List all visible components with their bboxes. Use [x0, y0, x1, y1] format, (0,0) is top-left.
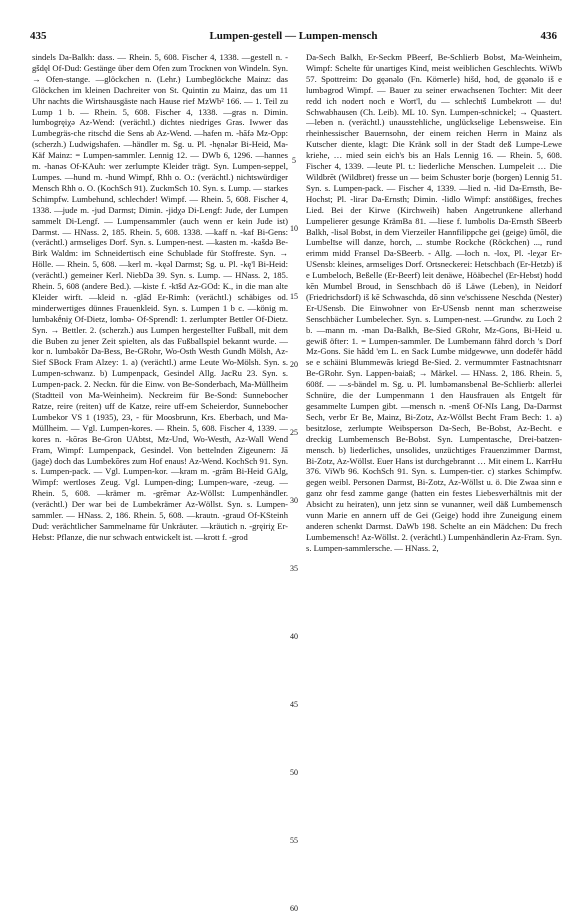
- left-column-text: sindels Da-Balkh: dass. — Rhein. 5, 608. Fischer 4, 1338. —gestell n. -gšdęl Of-Dud: Gestänge über dem Ofen zum Trocknen von Windeln. Syn. → Ofen-stange. —glöckchen n. (Lehr.) Lumbeglöckche Mainz: das Glöckchen im kleinen Dachreiter von St. Quintin zu Mainz, das um 11 Uhr nachts die Wirtshausgäste nach Hause rief MzWb² 166. — 1. Teil zu Lump 1 b. — Rhein. 5, 608. Fischer 4, 1338. —gras n. Dimin. lumbogręiχə Az-Wend: (verächtl.) dichtes niedriges Gras. Iwwer das Lumbegräs-che ritschd die Sens ab Az-Wend. —hafen m. -hāfə Mz-Opp: (scherzh.) Ludwigshafen. —händler m. Sg. u. Pl. -hęnələr Bi-Heid, Ma-Käf Mainz: = Lumpen-sammler. Lennig 12. — DWb 6, 1296. —hannes m. -hanəs Of-KAuh: wer zerlumpte Kleider trägt. Syn. Lumpen-seppel, Lumpes. —hund m. -hund Wimpf, Rhh o. O.: (verächtl.) nichtswürdiger Mensch Rhh o. O. (KochSch 91). ZuckmSch 10. Syn. s. Lump. — starkes Schimpfw. Lumbehund, schlechder! Wimpf. — Rhein. 5, 608. Fischer 4, 1338. —jude m. -jud Darmst; Dimin. -jidχə Di-Lengf: Jude, der Lumpen sammelt Di-Lengf. — Lumpensammler (auch wenn er kein Jude ist) Darmst. — HNass. 2, 185. Rhein. 5, 608. 1338. —kaff n. -kaf Bi-Gens: (verächtl.) armseliges Dorf. Syn. s. Lumpen-nest. —kasten m. -kašdə Be-Birk Waldm: im Schneidertisch eine Schublade für Stoffreste. Syn. → Hölle. — Rhein. 5, 608. —kerl m. -kęəl Darmst; Sg. u. Pl. -kę'l Bi-Heid: (verächtl.) gemeiner Kerl. NiebDa 39. Syn. s. Lump. — HNass. 2, 185. Rhein. 5, 608 (andere Bed.). —kiste f. -kīšd Az-GOd: K., in die man alte Kleider wirft. —kleid n. -glād Er-Rimh: (verächtl.) schäbiges od. minderwertiges dünnes Frauenkleid. Syn. s. Lumpen 1 b c. —könig m. lumbəkḗniχ Of-Dietz, lombə- Of-Sprendl: 1. zerlumpter Bettler Of-Dietz. Syn. → Bettler. 2. (scherzh.) aus Lumpen hergestellter Fußball, mit dem die Buben zu jener Zeit spielten, als das Fußballspiel bekannt wurde. —kor n. lumbəkōr Da-Bess, Be-GRohr, Wo-Osth Westh Gundh Mölsh, Az-Sief SBock Fram Alzey: 1. a) (verächtl.) arme Leute Wo-Mölsh. Syn. s. Lumpen-schwanz. b) Lumpenpack, Gesindel Allg. JacRu 23. Syn. s. Lumpen-pack. 2. Neckn. für die Einw. von Be-Sonderbach, Ma-Müllheim (Stadtteil von Ma-Weinheim). Neckreim für Be-Sond: Sunnebocher Ratze, reire (reiten) uff de Katze, reire uff-em Scheierdor, Sunnebocher Lumbekor VS 1 (1935), 23, - für Moosbrunn, Krs. Eberbach, und Ma-Müllheim. — Vgl. Lumpen-kores. — Rhein. 5, 608. Fischer 4, 1339. —kores n. -kōrəs Be-Gron UAbtst, Mz-Und, Wo-Westh, Az-Wall Wend Fram, Wimpf: Lumpenpack, Gesindel. Von bettelnden Zigeunern: Jā (jage) doch das Lumbekōres zum Hof enaus! Az-Wend. KochSch 91. Syn. s. Lumpen-pack. — Vgl. Lumpen-kor. —kram m. -grām Bi-Heid GAlg, Wimpf: wertloses Zeug. Vgl. Lumpen-ding; Lumpen-ware, -zeug. — Rhein. 5, 608. —krämer m. -grēmər Az-Wöllst: Lumpenhändler. (verächtl.) Der war bei de Lumbekrämer Az-Wöllst. Syn. s. Lumpen-sammler. — HNass. 2, 186. Rhein. 5, 608. —krautn. -graud Of-KSteinh Dud: verächtlicher Sammelname für Unkräuter. —kräutich n. -gręiriχ Er-Hebst: Pflanze, die nur schwach entwickelt ist. —krott f. -grod: [32, 52, 288, 542]
- page-header: [30, 30, 557, 46]
- line-number: 20: [290, 360, 298, 369]
- line-number: 5: [292, 156, 296, 165]
- line-number: 40: [290, 632, 298, 641]
- line-number: 55: [290, 836, 298, 845]
- line-number: 30: [290, 496, 298, 505]
- line-number: 10: [290, 224, 298, 233]
- line-number: 50: [290, 768, 298, 777]
- page-number-left: 435: [30, 30, 47, 42]
- page-number-right: 436: [540, 30, 557, 42]
- line-number-gutter: [287, 52, 301, 913]
- line-number: 25: [290, 428, 298, 437]
- line-number: 35: [290, 564, 298, 573]
- right-column-text: Da-Sech Balkh, Er-Seckm PBeerf, Be-Schlierb Bobst, Ma-Weinheim, Wimpf: Schelte für unartiges Kind, meist weiblichen Geschlechts. WiWb 57. Spottreim: Do gęənəlo (Fn. Körnerle) hišd, hod, de gęənəlo iš e lumbəgrod Wimpf. — Bauer zu seiner erwachsenen Tochter: Mit deer redd ich nodert noch e Wort'l, du — schlechtš Lumbekrott — du! Schwabhausen (Ch. Leib). ML 10. Syn. Lumpen-schnickel; → Quastert. —leben n. (verächtl.) unausstehliche, unglückselige Lebensweise. Ein rheinhessischer Bauernsohn, der einem reichen Herrn in Mainz als Kutscher diente, klagt: Die Kränk soll in der Stadt deß Lumpe-Lewe kriehe, … mied sein eich's bis an Hals Lennig 16. — Rhein. 5, 608. Fischer 4, 1339. —leute Pl. t.: liederliche Menschen. Lumpeleit … Die Wildbrēt (Wildbret) fresse un — beim Schuster borje (borgen) Lennig 51. Syn. s. Lumpen-pack. — Fischer 4, 1339. —lied n. -lid Da-Ernsth, Be-Hochst; Pl. -lirər Da-Ernsth; Dimin. -lidlo Wimpf: anstößiges, freches Lied. Bei der Kirwe (Kirchweih) haben Angetrunkene allerhand Lumpelierer gesunge KrämBa 81. —liese f. lumbolis Da-Ernsth SBeerb Balkh, -lisəl Bobst, in dem Vierzeiler Hannfilippche gei (geige) ūmōl, die Lumbelīse will danze, horch, ... stumbe Rockche (Röckchen) ..., rund erimm midd Fransel Da-SBeerb. - Allg. —loch n. -lox, Pl. -leχər Er-USensb: kleines, armseliges Dorf. Ortsneckerei: Hetschbach (Er-Hetzb) iš e Lumbeloch, Beßelle (Er-Beerf) leit denäwe, Höäbechel (Er-Hebst) hodd kēn Mumbel Broud, in Senschbach dō iš Läwe (Leben), in Neidorf (Friedrichsdorf) iš kē Schwaschda, dō sinn ve'schissene Neschda (Nester) Er-USensb. Die Einwohner von Er-USensb nennt man scherzweise Senschbächer Lumbelecher. Syn. s. Lumpen-nest. —Grundw. zu Loch 2 b. —mann m. -man Da-Balkh, Be-Sied GRohr, Mz-Gons, Bi-Heid u. gewiß öfter: 1. = Lumpen-sammler. De Lumbemann fährd dorch 's Dorf Mz-Gons. Sie hādd 'em L. en Sack Lumbe midgewwe, unn dodefër hādd se e schäini Blummewās kriegd Be-Sied. 2. vermummter Fastnachtsnarr Be-GRohr. Syn. Lappen-baiaß; → Märkel. — HNass. 2, 186. Rhein. 5, 608f. — —s-bändel m. Sg. u. Pl. lumbəmansbenəl Be-Schlierb: allerlei Schnüre, die der Lumpenmann 1 den Hausfrauen als Entgelt für gesammelte Lumpen gibt. —mensch n. -menš Of-NIs Lang, Da-Darmst Sech, verbr Er Be, Mainz, Bi-Zotz, Az-Wöllst Becht Fram Bech: 1. a) besitzlose, zerlumpte Weibsperson Da-Sech, Be-Bobst, Az-Becht. e dreckig Lumbemensch Be-Bobst. Syn. Lumpentasche, Drei-batzen-mensch. b) liederliches, unsolides, unzüchtiges Frauenzimmer Darmst, Bi-Zotz, Az-Wöllst. Euer Hans ist durchgebrannt … Mit einem L. KarrHu 376. ViWb 96. KochSch 91. Syn. s. Lumpen-tier. c) starkes Schimpfw. gegen weibl. Personen Darmst, Bi-Zotz, Az-Wöllst u. ö. Die Zwaa sinn e ganz ohr fesd zamme gange (hatten ein festes Liebesverhältnis mit der Absicht zu heiraten), unn jetz sinn se vunanner, weil däß Lumbemensch vunn Marie en annern uff de Gei (Geige) hodd ihre Zuneigung einem anderen schenkt Darmst. DaWb 198. Schelte an ein Mädchen: Du frech Lumbemensch! Az-Wöllst. 2. (verächtl.) Lumpenhändlerin Az-Fram. Syn. s. Lumpen-sammlersche. — HNass. 2,: [306, 52, 562, 553]
- line-number: 45: [290, 700, 298, 709]
- running-title: Lumpen-gestell — Lumpen-mensch: [209, 30, 378, 42]
- line-number: 15: [290, 292, 298, 301]
- line-number: 60: [290, 904, 298, 913]
